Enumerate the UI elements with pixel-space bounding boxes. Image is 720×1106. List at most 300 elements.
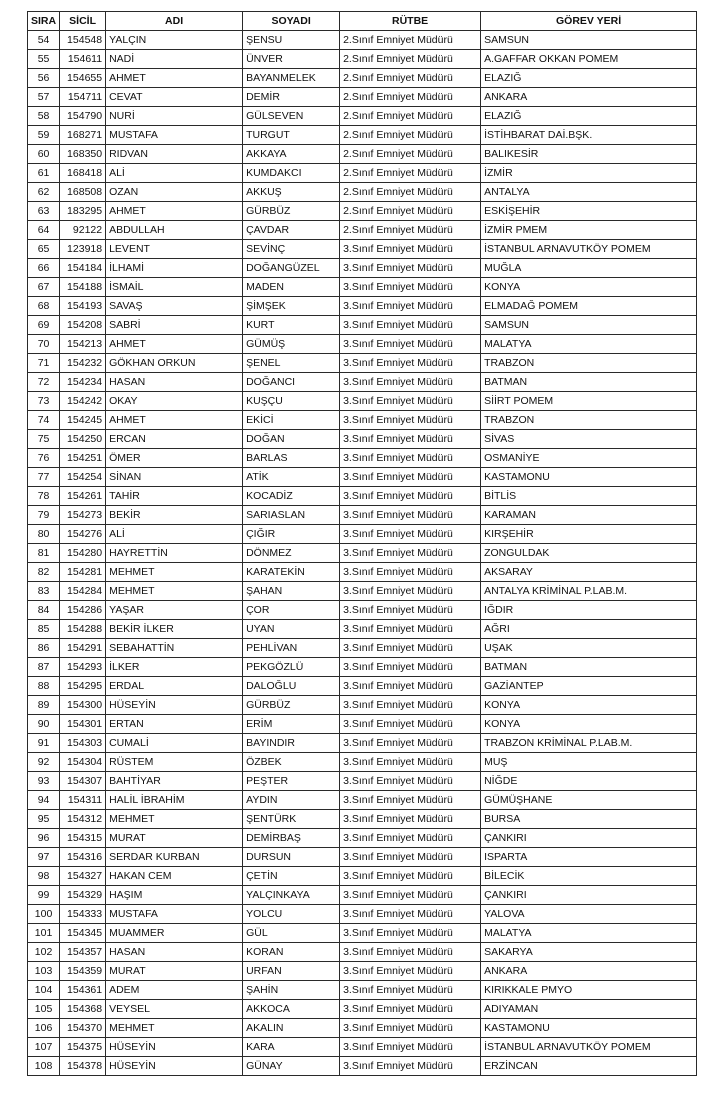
cell-sira: 67 [28, 278, 60, 297]
cell-gorev-yeri: MALATYA [481, 924, 697, 943]
cell-gorev-yeri: GÜMÜŞHANE [481, 791, 697, 810]
cell-sira: 57 [28, 88, 60, 107]
cell-adi: HASAN [106, 373, 243, 392]
cell-gorev-yeri: KONYA [481, 278, 697, 297]
cell-sira: 63 [28, 202, 60, 221]
table-row [28, 259, 697, 278]
cell-adi: SAVAŞ [106, 297, 243, 316]
cell-adi: ERTAN [106, 715, 243, 734]
cell-rutbe: 3.Sınıf Emniyet Müdürü [340, 677, 481, 696]
cell-soyadi: UYAN [243, 620, 340, 639]
cell-sicil: 154307 [60, 772, 106, 791]
cell-sicil: 154284 [60, 582, 106, 601]
cell-adi: AHMET [106, 335, 243, 354]
cell-gorev-yeri: ERZİNCAN [481, 1057, 697, 1076]
cell-sira: 81 [28, 544, 60, 563]
cell-rutbe: 3.Sınıf Emniyet Müdürü [340, 867, 481, 886]
cell-sicil: 154329 [60, 886, 106, 905]
cell-soyadi: DOĞANCI [243, 373, 340, 392]
cell-adi: SEBAHATTİN [106, 639, 243, 658]
cell-soyadi: KURT [243, 316, 340, 335]
cell-adi: MURAT [106, 829, 243, 848]
cell-sira: 96 [28, 829, 60, 848]
cell-adi: SABRİ [106, 316, 243, 335]
table-row [28, 829, 697, 848]
table-row [28, 715, 697, 734]
cell-sira: 94 [28, 791, 60, 810]
cell-sira: 80 [28, 525, 60, 544]
cell-rutbe: 2.Sınıf Emniyet Müdürü [340, 183, 481, 202]
cell-adi: HÜSEYİN [106, 1038, 243, 1057]
cell-gorev-yeri: BİLECİK [481, 867, 697, 886]
table-row [28, 943, 697, 962]
cell-sira: 58 [28, 107, 60, 126]
cell-gorev-yeri: TRABZON [481, 354, 697, 373]
cell-sicil: 168271 [60, 126, 106, 145]
cell-soyadi: GÜMÜŞ [243, 335, 340, 354]
cell-sicil: 154378 [60, 1057, 106, 1076]
cell-gorev-yeri: İSTANBUL ARNAVUTKÖY POMEM [481, 1038, 697, 1057]
cell-sira: 73 [28, 392, 60, 411]
cell-rutbe: 3.Sınıf Emniyet Müdürü [340, 449, 481, 468]
cell-soyadi: BARLAS [243, 449, 340, 468]
cell-soyadi: AKALIN [243, 1019, 340, 1038]
cell-sicil: 154251 [60, 449, 106, 468]
cell-sira: 55 [28, 50, 60, 69]
cell-sira: 86 [28, 639, 60, 658]
cell-sicil: 154548 [60, 31, 106, 50]
cell-rutbe: 2.Sınıf Emniyet Müdürü [340, 126, 481, 145]
cell-soyadi: DEMİR [243, 88, 340, 107]
cell-sira: 85 [28, 620, 60, 639]
cell-rutbe: 3.Sınıf Emniyet Müdürü [340, 1057, 481, 1076]
cell-soyadi: KOCADİZ [243, 487, 340, 506]
cell-soyadi: ŞAHAN [243, 582, 340, 601]
cell-sicil: 154368 [60, 1000, 106, 1019]
cell-sira: 84 [28, 601, 60, 620]
cell-rutbe: 3.Sınıf Emniyet Müdürü [340, 924, 481, 943]
cell-sicil: 183295 [60, 202, 106, 221]
cell-rutbe: 3.Sınıf Emniyet Müdürü [340, 791, 481, 810]
table-row [28, 734, 697, 753]
cell-rutbe: 3.Sınıf Emniyet Müdürü [340, 639, 481, 658]
cell-sicil: 154276 [60, 525, 106, 544]
cell-gorev-yeri: İSTANBUL ARNAVUTKÖY POMEM [481, 240, 697, 259]
cell-sira: 71 [28, 354, 60, 373]
cell-sicil: 154208 [60, 316, 106, 335]
cell-sicil: 168508 [60, 183, 106, 202]
cell-adi: LEVENT [106, 240, 243, 259]
table-row [28, 183, 697, 202]
cell-gorev-yeri: MALATYA [481, 335, 697, 354]
cell-soyadi: ŞİMŞEK [243, 297, 340, 316]
cell-adi: GÖKHAN ORKUN [106, 354, 243, 373]
cell-soyadi: DOĞAN [243, 430, 340, 449]
cell-sicil: 154184 [60, 259, 106, 278]
cell-adi: HAYRETTİN [106, 544, 243, 563]
cell-sira: 92 [28, 753, 60, 772]
cell-adi: İLHAMİ [106, 259, 243, 278]
cell-rutbe: 2.Sınıf Emniyet Müdürü [340, 221, 481, 240]
cell-soyadi: GÜRBÜZ [243, 696, 340, 715]
cell-sicil: 154345 [60, 924, 106, 943]
table-row [28, 867, 697, 886]
cell-adi: MEHMET [106, 810, 243, 829]
cell-sira: 90 [28, 715, 60, 734]
cell-rutbe: 3.Sınıf Emniyet Müdürü [340, 962, 481, 981]
cell-gorev-yeri: BURSA [481, 810, 697, 829]
cell-rutbe: 3.Sınıf Emniyet Müdürü [340, 335, 481, 354]
cell-gorev-yeri: UŞAK [481, 639, 697, 658]
cell-sira: 68 [28, 297, 60, 316]
cell-soyadi: GÜL [243, 924, 340, 943]
cell-adi: HASAN [106, 943, 243, 962]
cell-sicil: 154304 [60, 753, 106, 772]
cell-sicil: 154273 [60, 506, 106, 525]
cell-sira: 77 [28, 468, 60, 487]
cell-gorev-yeri: ISPARTA [481, 848, 697, 867]
cell-adi: MURAT [106, 962, 243, 981]
cell-gorev-yeri: ANKARA [481, 962, 697, 981]
cell-sira: 64 [28, 221, 60, 240]
table-row [28, 449, 697, 468]
header-sira: SIRA [28, 12, 60, 31]
cell-rutbe: 3.Sınıf Emniyet Müdürü [340, 772, 481, 791]
cell-sicil: 154655 [60, 69, 106, 88]
cell-sira: 66 [28, 259, 60, 278]
cell-sicil: 154359 [60, 962, 106, 981]
cell-rutbe: 2.Sınıf Emniyet Müdürü [340, 202, 481, 221]
table-row [28, 886, 697, 905]
cell-gorev-yeri: İSTİHBARAT DAİ.BŞK. [481, 126, 697, 145]
cell-rutbe: 3.Sınıf Emniyet Müdürü [340, 240, 481, 259]
table-row [28, 88, 697, 107]
table-row [28, 506, 697, 525]
cell-rutbe: 3.Sınıf Emniyet Müdürü [340, 886, 481, 905]
table-row [28, 1038, 697, 1057]
cell-soyadi: DALOĞLU [243, 677, 340, 696]
table-row [28, 1057, 697, 1076]
cell-soyadi: ÇIĞIR [243, 525, 340, 544]
cell-rutbe: 3.Sınıf Emniyet Müdürü [340, 506, 481, 525]
cell-soyadi: KUMDAKCI [243, 164, 340, 183]
cell-sicil: 123918 [60, 240, 106, 259]
cell-adi: ERDAL [106, 677, 243, 696]
cell-soyadi: ÜNVER [243, 50, 340, 69]
cell-rutbe: 3.Sınıf Emniyet Müdürü [340, 943, 481, 962]
cell-rutbe: 3.Sınıf Emniyet Müdürü [340, 1038, 481, 1057]
cell-gorev-yeri: KONYA [481, 696, 697, 715]
header-rutbe: RÜTBE [340, 12, 481, 31]
cell-sicil: 154188 [60, 278, 106, 297]
cell-sira: 106 [28, 1019, 60, 1038]
cell-soyadi: ÖZBEK [243, 753, 340, 772]
cell-gorev-yeri: ELMADAĞ POMEM [481, 297, 697, 316]
cell-adi: MUSTAFA [106, 126, 243, 145]
cell-gorev-yeri: BATMAN [481, 658, 697, 677]
cell-adi: YALÇIN [106, 31, 243, 50]
table-row [28, 848, 697, 867]
table-row [28, 354, 697, 373]
table-row [28, 468, 697, 487]
cell-sira: 82 [28, 563, 60, 582]
cell-gorev-yeri: ÇANKIRI [481, 829, 697, 848]
table-row [28, 487, 697, 506]
cell-adi: YAŞAR [106, 601, 243, 620]
cell-soyadi: DEMİRBAŞ [243, 829, 340, 848]
cell-adi: ABDULLAH [106, 221, 243, 240]
table-row [28, 240, 697, 259]
cell-rutbe: 3.Sınıf Emniyet Müdürü [340, 430, 481, 449]
cell-sicil: 154281 [60, 563, 106, 582]
table-row [28, 924, 697, 943]
table-row [28, 107, 697, 126]
cell-adi: VEYSEL [106, 1000, 243, 1019]
cell-gorev-yeri: MUĞLA [481, 259, 697, 278]
cell-rutbe: 3.Sınıf Emniyet Müdürü [340, 696, 481, 715]
table-row [28, 981, 697, 1000]
cell-adi: RIDVAN [106, 145, 243, 164]
cell-rutbe: 3.Sınıf Emniyet Müdürü [340, 297, 481, 316]
cell-soyadi: URFAN [243, 962, 340, 981]
cell-soyadi: ÇOR [243, 601, 340, 620]
cell-rutbe: 3.Sınıf Emniyet Müdürü [340, 658, 481, 677]
cell-soyadi: DURSUN [243, 848, 340, 867]
cell-sicil: 154311 [60, 791, 106, 810]
cell-sicil: 168418 [60, 164, 106, 183]
cell-soyadi: ÇAVDAR [243, 221, 340, 240]
cell-adi: NADİ [106, 50, 243, 69]
cell-rutbe: 2.Sınıf Emniyet Müdürü [340, 164, 481, 183]
cell-sicil: 154293 [60, 658, 106, 677]
table-row [28, 1000, 697, 1019]
cell-soyadi: KORAN [243, 943, 340, 962]
cell-gorev-yeri: NİĞDE [481, 772, 697, 791]
cell-adi: HAKAN CEM [106, 867, 243, 886]
cell-sicil: 154357 [60, 943, 106, 962]
cell-sira: 70 [28, 335, 60, 354]
cell-soyadi: AKKAYA [243, 145, 340, 164]
cell-gorev-yeri: AĞRI [481, 620, 697, 639]
table-row [28, 50, 697, 69]
cell-soyadi: BAYANMELEK [243, 69, 340, 88]
cell-adi: İLKER [106, 658, 243, 677]
cell-rutbe: 3.Sınıf Emniyet Müdürü [340, 1019, 481, 1038]
cell-sicil: 154286 [60, 601, 106, 620]
cell-adi: BAHTİYAR [106, 772, 243, 791]
cell-soyadi: MADEN [243, 278, 340, 297]
cell-sira: 89 [28, 696, 60, 715]
cell-soyadi: PEŞTER [243, 772, 340, 791]
cell-sira: 101 [28, 924, 60, 943]
header-gorev-yeri: GÖREV YERİ [481, 12, 697, 31]
cell-rutbe: 2.Sınıf Emniyet Müdürü [340, 88, 481, 107]
cell-rutbe: 3.Sınıf Emniyet Müdürü [340, 582, 481, 601]
cell-gorev-yeri: İZMİR [481, 164, 697, 183]
cell-rutbe: 3.Sınıf Emniyet Müdürü [340, 829, 481, 848]
cell-gorev-yeri: ZONGULDAK [481, 544, 697, 563]
cell-gorev-yeri: BATMAN [481, 373, 697, 392]
cell-sicil: 154300 [60, 696, 106, 715]
header-soyadi: SOYADI [243, 12, 340, 31]
cell-sira: 54 [28, 31, 60, 50]
cell-gorev-yeri: KASTAMONU [481, 468, 697, 487]
cell-sira: 91 [28, 734, 60, 753]
cell-soyadi: ERİM [243, 715, 340, 734]
table-row [28, 202, 697, 221]
cell-rutbe: 3.Sınıf Emniyet Müdürü [340, 354, 481, 373]
cell-sira: 75 [28, 430, 60, 449]
cell-sira: 104 [28, 981, 60, 1000]
table-row [28, 620, 697, 639]
table-row [28, 791, 697, 810]
cell-gorev-yeri: ANTALYA KRİMİNAL P.LAB.M. [481, 582, 697, 601]
cell-adi: ÖMER [106, 449, 243, 468]
cell-soyadi: KARATEKİN [243, 563, 340, 582]
cell-sicil: 154193 [60, 297, 106, 316]
cell-gorev-yeri: A.GAFFAR OKKAN POMEM [481, 50, 697, 69]
personnel-table [27, 11, 697, 1076]
cell-adi: ALİ [106, 525, 243, 544]
cell-sira: 76 [28, 449, 60, 468]
cell-sira: 69 [28, 316, 60, 335]
table-row [28, 221, 697, 240]
header-sicil: SİCİL [60, 12, 106, 31]
cell-adi: HÜSEYİN [106, 696, 243, 715]
cell-adi: MEHMET [106, 582, 243, 601]
table-row [28, 316, 697, 335]
table-row [28, 335, 697, 354]
cell-sicil: 168350 [60, 145, 106, 164]
cell-gorev-yeri: BİTLİS [481, 487, 697, 506]
table-row [28, 278, 697, 297]
cell-gorev-yeri: ESKİŞEHİR [481, 202, 697, 221]
table-row [28, 677, 697, 696]
cell-soyadi: GÜLSEVEN [243, 107, 340, 126]
cell-soyadi: SEVİNÇ [243, 240, 340, 259]
cell-rutbe: 2.Sınıf Emniyet Müdürü [340, 50, 481, 69]
cell-soyadi: DOĞANGÜZEL [243, 259, 340, 278]
cell-sicil: 154303 [60, 734, 106, 753]
cell-soyadi: KARA [243, 1038, 340, 1057]
cell-rutbe: 2.Sınıf Emniyet Müdürü [340, 145, 481, 164]
cell-rutbe: 2.Sınıf Emniyet Müdürü [340, 107, 481, 126]
cell-gorev-yeri: SAMSUN [481, 316, 697, 335]
cell-soyadi: TURGUT [243, 126, 340, 145]
cell-gorev-yeri: KARAMAN [481, 506, 697, 525]
cell-gorev-yeri: KIRIKKALE PMYO [481, 981, 697, 1000]
cell-gorev-yeri: KASTAMONU [481, 1019, 697, 1038]
cell-sicil: 154232 [60, 354, 106, 373]
cell-sira: 88 [28, 677, 60, 696]
table-row [28, 810, 697, 829]
cell-gorev-yeri: MUŞ [481, 753, 697, 772]
cell-gorev-yeri: SİVAS [481, 430, 697, 449]
cell-soyadi: PEKGÖZLÜ [243, 658, 340, 677]
cell-gorev-yeri: KONYA [481, 715, 697, 734]
cell-sira: 61 [28, 164, 60, 183]
cell-rutbe: 3.Sınıf Emniyet Müdürü [340, 753, 481, 772]
cell-gorev-yeri: SAKARYA [481, 943, 697, 962]
cell-rutbe: 3.Sınıf Emniyet Müdürü [340, 468, 481, 487]
cell-adi: BEKİR [106, 506, 243, 525]
table-row [28, 905, 697, 924]
cell-soyadi: AKKUŞ [243, 183, 340, 202]
table-row [28, 962, 697, 981]
table-row [28, 145, 697, 164]
cell-adi: MEHMET [106, 1019, 243, 1038]
cell-sicil: 154711 [60, 88, 106, 107]
cell-rutbe: 3.Sınıf Emniyet Müdürü [340, 259, 481, 278]
cell-soyadi: ŞENSU [243, 31, 340, 50]
cell-gorev-yeri: SAMSUN [481, 31, 697, 50]
cell-rutbe: 3.Sınıf Emniyet Müdürü [340, 981, 481, 1000]
cell-sira: 103 [28, 962, 60, 981]
cell-adi: AHMET [106, 69, 243, 88]
cell-adi: OZAN [106, 183, 243, 202]
cell-rutbe: 3.Sınıf Emniyet Müdürü [340, 411, 481, 430]
cell-gorev-yeri: TRABZON KRİMİNAL P.LAB.M. [481, 734, 697, 753]
table-row [28, 582, 697, 601]
table-row [28, 525, 697, 544]
cell-sira: 72 [28, 373, 60, 392]
cell-gorev-yeri: ANTALYA [481, 183, 697, 202]
table-row [28, 639, 697, 658]
cell-sira: 83 [28, 582, 60, 601]
header-row [28, 12, 697, 31]
cell-rutbe: 3.Sınıf Emniyet Müdürü [340, 601, 481, 620]
cell-gorev-yeri: ÇANKIRI [481, 886, 697, 905]
table-row [28, 696, 697, 715]
cell-sicil: 154361 [60, 981, 106, 1000]
cell-sicil: 154315 [60, 829, 106, 848]
cell-gorev-yeri: ADIYAMAN [481, 1000, 697, 1019]
cell-gorev-yeri: ELAZIĞ [481, 69, 697, 88]
table-row [28, 544, 697, 563]
cell-sicil: 154370 [60, 1019, 106, 1038]
header-adi: ADI [106, 12, 243, 31]
cell-sira: 107 [28, 1038, 60, 1057]
table-row [28, 297, 697, 316]
cell-sira: 108 [28, 1057, 60, 1076]
cell-sicil: 154213 [60, 335, 106, 354]
cell-sira: 97 [28, 848, 60, 867]
cell-sicil: 154234 [60, 373, 106, 392]
cell-sicil: 154327 [60, 867, 106, 886]
cell-sicil: 154242 [60, 392, 106, 411]
cell-soyadi: AKKOCA [243, 1000, 340, 1019]
cell-sira: 95 [28, 810, 60, 829]
cell-sira: 100 [28, 905, 60, 924]
table-row [28, 658, 697, 677]
cell-soyadi: ŞAHİN [243, 981, 340, 1000]
cell-rutbe: 3.Sınıf Emniyet Müdürü [340, 392, 481, 411]
cell-soyadi: PEHLİVAN [243, 639, 340, 658]
cell-sicil: 154333 [60, 905, 106, 924]
cell-soyadi: AYDIN [243, 791, 340, 810]
cell-gorev-yeri: SİİRT POMEM [481, 392, 697, 411]
cell-soyadi: BAYINDIR [243, 734, 340, 753]
cell-sira: 99 [28, 886, 60, 905]
cell-rutbe: 3.Sınıf Emniyet Müdürü [340, 544, 481, 563]
cell-soyadi: ŞENTÜRK [243, 810, 340, 829]
cell-sicil: 154312 [60, 810, 106, 829]
cell-soyadi: SARIASLAN [243, 506, 340, 525]
cell-adi: CUMALİ [106, 734, 243, 753]
cell-sira: 62 [28, 183, 60, 202]
cell-adi: NURİ [106, 107, 243, 126]
cell-adi: RÜSTEM [106, 753, 243, 772]
